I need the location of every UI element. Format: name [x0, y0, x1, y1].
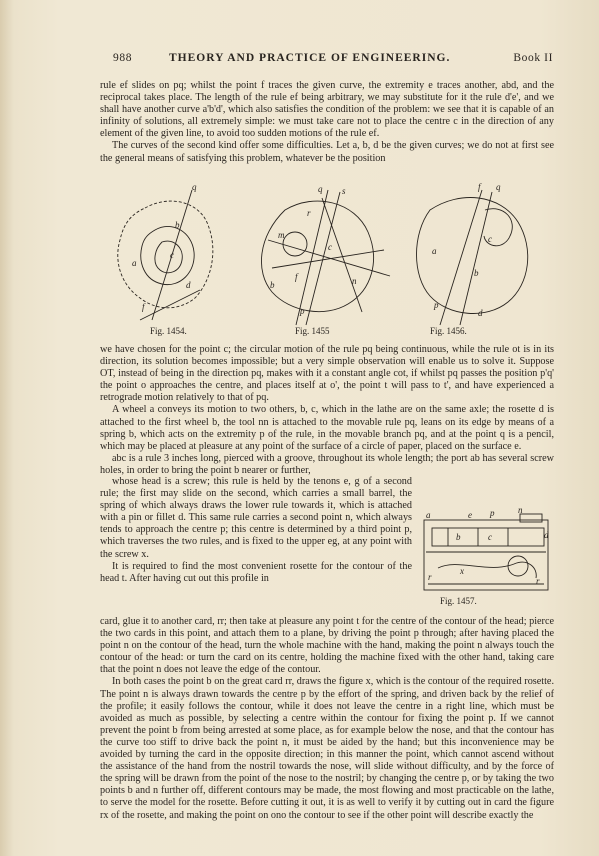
- text-block-bottom: [100, 616, 554, 822]
- svg-text:b: b: [456, 532, 461, 542]
- svg-text:n: n: [518, 508, 523, 515]
- svg-text:c: c: [488, 234, 492, 244]
- paragraph: card, glue it to another card, rr; then take at pleasure any point t for the centre of the contour of the head; pierce the two cards in this point, and attach them to a plane, by driving the point p through; after having placed the point n on the contour of the head, turn the whole machine with the hand, making the point n always touch the contour of the head: or turn the card on its centre, holding the machine fixed with the other hand, taking care that the point n does not leave the edge of the contour.: [100, 616, 554, 676]
- paragraph: The curves of the second kind offer some difficulties. Let a, b, d be the given curves; we do not at first see the general means of satisfying this problem, whatever be the position: [100, 140, 554, 164]
- svg-text:p: p: [434, 300, 439, 310]
- svg-text:a: a: [132, 258, 137, 268]
- svg-text:p: p: [300, 306, 305, 316]
- paragraph: rule ef slides on pq; whilst the point f traces the given curve, the extremity e traces another, abd, and the reciprocal takes place. The length of the rule ef being arbitrary, we may substitute for it the rule d'e', and we shall have another curve a'b'd', which also satisfies the condition of the problem: we see that it is capable of an infinity of solutions, all extremely simple: we must take care not to place the centre c in the direction of any element of the given line, to avoid too sudden motions of the rule ef.: [100, 80, 554, 140]
- figure-caption: Fig. 1456.: [430, 326, 467, 336]
- paragraph: A wheel a conveys its motion to two others, b, c, which in the lathe are on the same axle; the rosette d is attached to the first wheel b, the tool nn is attached to the movable rule pq, leans on its edge by means of a spring b, which acts on the extremity p of the rule, in the movable branch pq, and at the point q is a pencil, which may be placed at pleasure at any point of the surface of a circle of paper, placed on the surface e.: [100, 404, 554, 452]
- svg-text:c: c: [328, 242, 332, 252]
- book-label: Book II: [513, 52, 553, 64]
- svg-text:d: d: [478, 308, 483, 318]
- figure-caption: Fig. 1455: [295, 326, 330, 336]
- svg-text:p: p: [490, 508, 495, 518]
- svg-text:e: e: [468, 510, 472, 520]
- svg-text:c: c: [488, 532, 492, 542]
- svg-text:q: q: [496, 182, 501, 192]
- lathe-device-drawing: [418, 508, 556, 598]
- svg-text:d: d: [544, 530, 549, 540]
- svg-text:b: b: [270, 280, 275, 290]
- paragraph: whose head is a screw; this rule is held by the tenons e, g of a second rule; the first may slide on the second, which carries a small barrel, the spring of which always draws the lower rule towards it, which is attached with a pin or fillet d. This same rule carries a second point n, which always tends to approach the centre p; this centre is determined by a third point p, which traverses the two rules, and is fixed to the upper eg, at any point with the screw x.: [100, 476, 412, 560]
- svg-text:r: r: [428, 572, 432, 582]
- svg-text:s: s: [342, 186, 346, 196]
- svg-text:r: r: [536, 576, 540, 586]
- figure-caption: Fig. 1457.: [440, 596, 477, 606]
- paragraph: In both cases the point b on the great card rr, draws the figure x, which is the contour of the required rosette. The point n is always drawn towards the centre p by the effort of the spring, and driven back by the relief of the profile; it easily follows the contour, while it does not leave the centre in a right line, which must be avoided as much as possible, by selecting a centre within the contour for fixing the point p. If we cannot prevent the point b from being arrested at some place, as for example below the nose, and that the contour has the curve too stiff to drive back the point n, it must be aided by the hand; but this inconvenience may be avoided by turning the card in the opposite direction; in this manner the point, which cannot ascend without the assistance of the hand from the nostril towards the nose, will slide without difficulty, and by the force of the spring will be drawn from the point of the nose to the nostril; by changing the centre p, or by taking the two points b and n further off, different contours may be made, the most flowing and most practicable on the lathe, to serve the model for the rosette. Before cutting it out, it is as well to verify it by cutting out in card the figure rx of the rosette, and making the point on ono the contour to see if the other point will describe exactly the: [100, 676, 554, 821]
- svg-text:a: a: [426, 510, 431, 520]
- figure-caption: Fig. 1454.: [150, 326, 187, 336]
- paragraph: It is required to find the most convenient rosette for the contour of the head t. After having cut out this profile in: [100, 560, 412, 584]
- svg-text:b: b: [474, 268, 479, 278]
- svg-text:a: a: [432, 246, 437, 256]
- figures-1454-1456: [100, 180, 554, 340]
- svg-text:m: m: [278, 230, 285, 240]
- running-header: [113, 52, 553, 68]
- svg-text:q: q: [192, 182, 197, 192]
- text-block-wrapped: [100, 476, 412, 585]
- figure-1457: [418, 508, 556, 612]
- svg-text:r: r: [307, 208, 311, 218]
- svg-text:f: f: [142, 302, 145, 312]
- paragraph: abc is a rule 3 inches long, pierced with a groove, throughout its whole length; the port ab has several screw holes, in order to bring the point b nearer or further,: [100, 452, 554, 476]
- svg-text:n: n: [352, 276, 357, 286]
- svg-text:c: c: [170, 250, 174, 260]
- svg-text:f: f: [295, 272, 298, 282]
- svg-text:q: q: [318, 184, 323, 194]
- svg-text:f: f: [478, 182, 481, 192]
- page-number: 988: [113, 52, 133, 64]
- svg-text:b: b: [175, 220, 180, 230]
- page-title: THEORY AND PRACTICE OF ENGINEERING.: [169, 52, 451, 64]
- svg-text:x: x: [460, 566, 464, 576]
- text-block-middle: [100, 344, 554, 477]
- figure-row: [100, 180, 554, 340]
- text-block-top: [100, 80, 554, 165]
- paragraph: we have chosen for the point c; the circular motion of the rule pq being continuous, while the rule ot is in its direction, its solution becomes impossible; but a very simple observation will enable us to solve it. Suppose OT, instead of being in the direction pq, makes with it a constant angle cot, if whilst pq passes the position p'q' the point o approaches the centre, and places itself at o', the point t will pass to t', and have experienced a retrograde motion relatively to that of pq.: [100, 344, 554, 404]
- svg-text:d: d: [186, 280, 191, 290]
